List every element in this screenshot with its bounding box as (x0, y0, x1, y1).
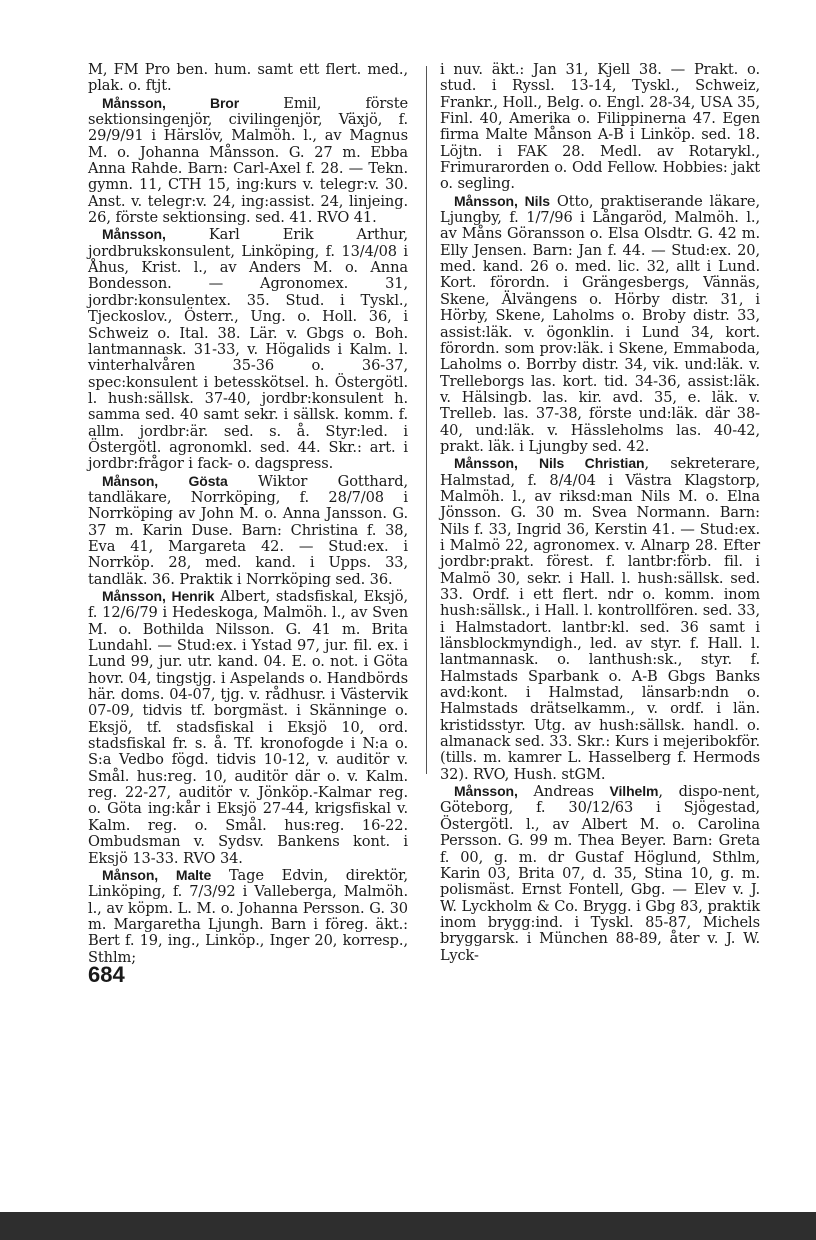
entry-text: i nuv. äkt.: Jan 31, Kjell 38. — Prakt. o. stud. i Ryssl. 13-14, Tyskl., Schweiz, Frankr., Holl., Belg. o. Engl. 28-34, USA 35, Finl. 40, Amerika o. Filippinerna 47. Egen firma Malte Månson A-B i Linköp. sed. 18. Löjtn. i FAK 28. Medl. av Rotarykl., Frimurarorden o. Odd Fellow. Hobbies: jakt o. segling. (440, 61, 760, 193)
column-divider (426, 66, 427, 774)
entry-surname: Månsson, (454, 783, 518, 800)
entry-surname: Månsson, (454, 455, 518, 472)
entry-callname: Gösta (188, 472, 228, 489)
entry-manson-malte (88, 867, 408, 966)
entry-mansson-vilhelm (440, 783, 760, 964)
entry-callname: Henrik (171, 588, 215, 604)
entry-callname: Bror (209, 94, 240, 111)
entry-manson-gosta (88, 473, 408, 588)
entry-callname: Vilhelm (609, 783, 659, 800)
entry-callname: Nils Christian (538, 455, 645, 472)
entry-surname: Månsson, (454, 192, 518, 209)
entry-text: M, FM Pro ben. hum. samt ett flert. med., plak. o. ftjt. (88, 61, 408, 95)
entry-text: Tage Edvin, direktör, Linköping, f. 7/3/92 i Valleberga, Malmöh. l., av köpm. L. M. o. Johanna Persson. G. 30 m. Margaretha Ljungh. Barn i föreg. äkt.: Bert f. 19, ing., Linköp., Inger 20, korresp., Sthlm; (88, 866, 408, 966)
entry-continuation (88, 62, 408, 95)
scan-edge-band (0, 1212, 816, 1240)
entry-surname: Månsson, (102, 588, 166, 604)
entry-surname: Månsson, (102, 226, 166, 243)
entry-mansson-karl-erik (88, 226, 408, 472)
entry-continuation (440, 62, 760, 193)
entry-surname: Månsson, (102, 94, 166, 111)
entry-callname: Nils (524, 192, 550, 209)
entry-callname: Malte (175, 866, 212, 883)
entry-mansson-bror (88, 95, 408, 227)
entry-surname: Månson, (102, 472, 159, 489)
entry-text: Otto, praktiserande läkare, Ljungby, f. 1/7/96 i Långaröd, Malmöh. l., av Måns Göransson o. Elsa Olsdtr. G. 42 m. Elly Jensen. Barn: Jan f. 44. — Stud:ex. 20, med. kand. 26 o. med. lic. 32, allt i Lund. Kort. förordn. i Grängesbergs, Vännäs, Skene, Älvängens o. Hörby distr. 31, i Hörby, Skene, Laholms o. Broby distr. 33, assist:läk. v. ögonklin. i Lund 34, kort. förordn. som prov:läk. i Skene, Emmaboda, Laholms o. Borrby distr. 34, vik. und:läk. v. Trelleborgs las. kort. tid. 34-36, assist:läk. v. Hälsingb. las. kir. avd. 35, e. läk. v. Trelleb. las. 37-38, förste und:läk. där 38-40, und:läk. v. Hässleholms las. 40-42, prakt. läk. i Ljungby sed. 42. (440, 192, 760, 455)
entry-text: Wiktor Gotthard, tandläkare, Norrköping, f. 28/7/08 i Norrköping av John M. o. Anna Jansson. G. 37 m. Karin Duse. Barn: Christina f. 38, Eva 41, Margareta 42. — Stud:ex. i Norrköp. 28, med. kand. i Upps. 33, tandläk. 36. Praktik i Norrköping sed. 36. (88, 472, 408, 588)
entry-mansson-nils-otto (440, 193, 760, 456)
entry-text: , sekreterare, Halmstad, f. 8/4/04 i Västra Klagstorp, Malmöh. l., av riksd:man Nils M. o. Elna Jönsson. G. 30 m. Svea Normann. Barn: Nils f. 33, Ingrid 36, Kerstin 41. — Stud:ex. i Malmö 22, agronomex. v. Alnarp 28. Efter jordbr:prakt. förest. f. lantbr:förb. fil. i Malmö 30, sekr. i Hall. l. hush:sällsk. sed. 33. Ordf. i ett flert. ndr o. komm. inom hush:sällsk., i Hall. l. kontrollfören. sed. 33, i Halmstadort. lantbr:kl. sed. 36 samt i länsblockmyndigh., led. av styr. f. Hall. l. lantmannask. o. lanthush:sk., styr. f. Halmstads Sparbank o. A-B Gbgs Banks avd:kont. i Halmstad, länsarb:ndn o. Halmstads drätselkamm., v. ordf. i län. kristidsstyr. Utg. av hush:sällsk. handl. o. almanack sed. 33. Skr.: Kurs i mejeribokför. (tills. m. kamrer L. Hasselberg f. Hermods 32). RVO, Hush. stGM. (440, 455, 761, 783)
entry-mansson-nils-christian (440, 455, 760, 783)
entry-text: , dispo-nent, Göteborg, f. 30/12/63 i Sjögestad, Östergötl. l., av Albert M. o. Carolina Persson. G. 99 m. Thea Beyer. Barn: Greta f. 00, g. m. dr Gustaf Höglund, Sthlm, Karin 03, Brita 07, d. 35, Stina 10, g. m. polismäst. Ernst Fontell, Gbg. — Elev v. J. W. Lyckholm & Co. Brygg. i Gbg 83, praktik inom brygg:ind. i Tyskl. 85-87, Michels bryggarsk. i München 88-89, åter v. J. W. Lyck- (440, 783, 760, 964)
entry-text: Emil, förste sektionsingenjör, civilingenjör, Växjö, f. 29/9/91 i Härslöv, Malmöh. l., av Magnus M. o. Johanna Månsson. G. 27 m. Ebba Anna Rahde. Barn: Carl-Axel f. 28. — Tekn. gymn. 11, CTH 15, ing:kurs v. telegr:v. 30. Anst. v. telegr:v. 24, ing:assist. 24, linjeing. 26, förste sektionsing. sed. 41. RVO 41. (88, 94, 408, 227)
entry-given-name: Andreas (533, 783, 610, 801)
entry-mansson-henrik (88, 588, 408, 867)
entry-text: Karl Erik Arthur, jordbrukskonsulent, Linköping, f. 13/4/08 i Åhus, Krist. l., av Anders M. o. Anna Bondesson. — Agronomex. 31, jordbr:konsulentex. 35. Stud. i Tyskl., Tjeckoslov., Österr., Ung. o. Holl. 36, i Schweiz o. Ital. 38. Lär. v. Gbgs o. Boh. lantmannask. 31-33, v. Högalids i Kalm. l. vinterhalvåren 35-36 o. 36-37, spec:konsulent i betesskötsel. h. Östergötl. l. hush:sällsk. 37-40, jordbr:konsulent h. samma sed. 40 samt sekr. i sällsk. komm. f. allm. jordbr:är. sed. s. å. Styr:led. i Östergötl. agronomkl. sed. 44. Skr.: art. i jordbr:frågor i fack- o. dagspress. (88, 226, 408, 473)
left-column (88, 62, 408, 966)
entry-text: Albert, stadsfiskal, Eksjö, f. 12/6/79 i Hedeskoga, Malmöh. l., av Sven M. o. Bothilda Nilsson. G. 41 m. Brita Lundahl. — Stud:ex. i Ystad 97, jur. fil. ex. i Lund 99, jur. utr. kand. 04. E. o. not. i Göta hovr. 04, tingstjg. i Aspelands o. Handbörds här. doms. 04-07, tjg. v. rådhusr. i Västervik 07-09, tidvis tf. borgmäst. i Skänninge o. Eksjö, tf. stadsfiskal i Eksjö 10, ord. stadsfiskal fr. s. å. Tf. kronofogde i N:a o. S:a Vedbo fögd. tidvis 10-12, v. auditör v. Smål. hus:reg. 10, auditör där o. v. Kalm. reg. 22-27, auditör v. Jönköp.-Kalmar reg. o. Göta ing:kår i Eksjö 27-44, krigsfiskal v. Kalm. reg. o. Smål. hus:reg. 16-22. Ombudsman v. Sydsv. Bankens kont. i Eksjö 13-33. RVO 34. (88, 588, 408, 867)
right-column (440, 62, 760, 964)
page-number: 684 (88, 962, 125, 987)
entry-surname: Månson, (102, 866, 159, 883)
